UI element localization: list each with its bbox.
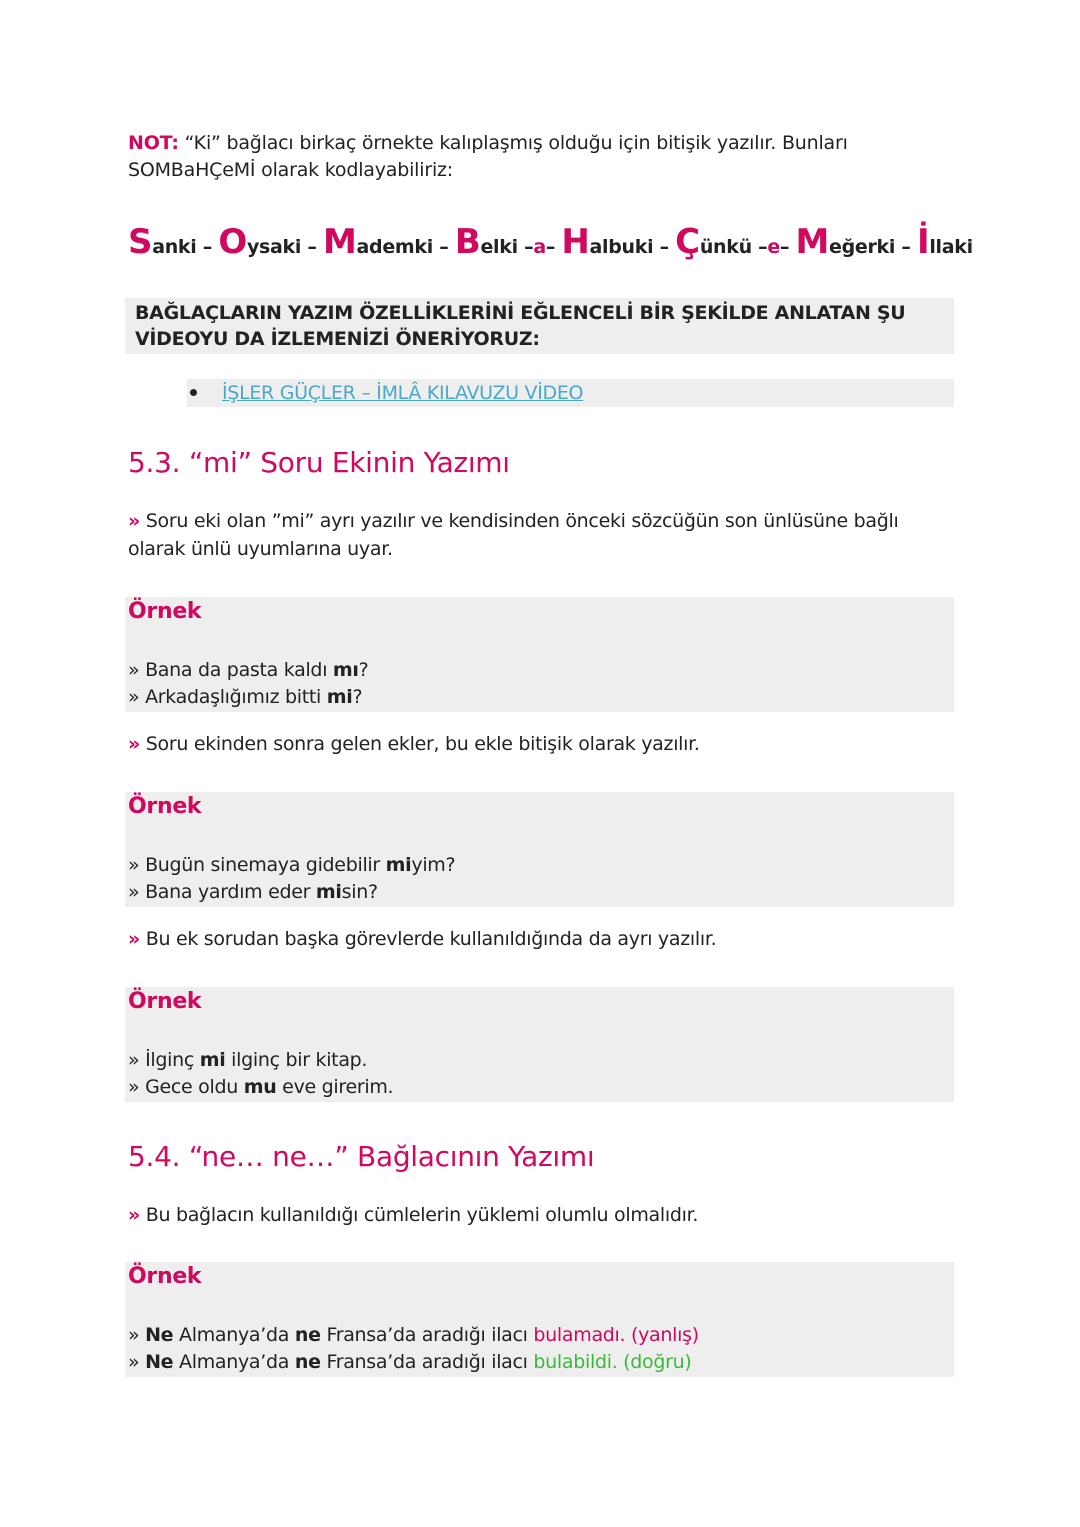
- example-text: »: [128, 1324, 146, 1346]
- bullet-icon: [190, 389, 197, 396]
- mnemonic-initial: S: [128, 222, 153, 262]
- note-label: NOT:: [128, 132, 179, 154]
- video-recommendation-box: [125, 298, 954, 354]
- example-text: Fransa’da aradığı ilacı: [320, 1351, 534, 1373]
- note-text: “Ki” bağlacı birkaç örnekte kalıplaşmış olduğu için bitişik yazılır. Bunları SOMBaHÇeMİ olarak kodlayabiliriz:: [128, 132, 848, 181]
- correct-verdict: bulabildi. (doğru): [533, 1351, 692, 1373]
- example-line: [128, 683, 362, 711]
- example-text: sin?: [341, 881, 378, 903]
- mnemonic-separator: –: [517, 236, 534, 258]
- rule-paragraph: [128, 730, 958, 758]
- example-text: eve girerim.: [276, 1076, 394, 1098]
- arrow-icon: »: [128, 928, 140, 950]
- example-box: [125, 597, 954, 712]
- example-highlight: mi: [199, 1049, 226, 1071]
- example-text: » Arkadaşlığımız bitti: [128, 686, 327, 708]
- mnemonic-separator: –: [751, 236, 768, 258]
- example-text: Fransa’da aradığı ilacı: [320, 1324, 534, 1346]
- mnemonic-word-rest: ademki: [356, 236, 433, 258]
- example-line: [128, 656, 368, 684]
- video-recommendation-text: BAĞLAÇLARIN YAZIM ÖZELLİKLERİNİ EĞLENCELİ BİR ŞEKİLDE ANLATAN ŞU VİDEOYU DA İZLEMENİZİ ÖNERİYORUZ:: [135, 302, 906, 350]
- mnemonic-separator: –: [301, 236, 323, 258]
- example-highlight: mi: [385, 854, 412, 876]
- mnemonic-word-rest: elki: [480, 236, 518, 258]
- example-line: [128, 1348, 692, 1376]
- example-line: [128, 1321, 699, 1349]
- example-line: [128, 878, 378, 906]
- arrow-icon: »: [128, 510, 140, 532]
- mnemonic-separator: –: [653, 236, 676, 258]
- example-text: ?: [358, 659, 369, 681]
- mnemonic-separator: –: [545, 236, 562, 258]
- section-heading-5-4: 5.4. “ne… ne…” Bağlacının Yazımı: [128, 1140, 595, 1173]
- rule-paragraph: [128, 507, 958, 563]
- example-title: Örnek: [128, 599, 202, 624]
- mnemonic-filler-letter: e: [767, 236, 780, 258]
- example-text: » Bana da pasta kaldı: [128, 659, 333, 681]
- rule-text: Bu ek sorudan başka görevlerde kullanıldığında da ayrı yazılır.: [145, 928, 717, 950]
- mnemonic-filler-letter: a: [533, 236, 546, 258]
- mnemonic-initial: H: [561, 222, 590, 262]
- example-box: [125, 1262, 954, 1377]
- example-highlight: Ne: [145, 1351, 174, 1373]
- rule-paragraph: [128, 1201, 958, 1229]
- mnemonic-initial: M: [322, 222, 357, 262]
- mnemonic-word-rest: ünkü: [699, 236, 752, 258]
- mnemonic-initial: Ç: [675, 222, 700, 262]
- rule-text: Bu bağlacın kullanıldığı cümlelerin yüklemi olumlu olmalıdır.: [145, 1204, 699, 1226]
- mnemonic-separator: –: [779, 236, 796, 258]
- mnemonic-separator: –: [895, 236, 917, 258]
- example-title: Örnek: [128, 989, 202, 1014]
- arrow-icon: »: [128, 1204, 140, 1226]
- video-link[interactable]: İŞLER GÜÇLER – İMLÂ KILAVUZU VİDEO: [222, 382, 584, 404]
- example-box: [125, 792, 954, 907]
- rule-paragraph: [128, 925, 958, 953]
- example-highlight: ne: [294, 1351, 321, 1373]
- mnemonic-initial: M: [795, 222, 830, 262]
- example-text: » Bana yardım eder: [128, 881, 316, 903]
- example-highlight: mı: [332, 659, 359, 681]
- example-title: Örnek: [128, 1264, 202, 1289]
- example-highlight: mi: [315, 881, 342, 903]
- mnemonic-word-rest: eğerki: [829, 236, 896, 258]
- example-line: [128, 1073, 393, 1101]
- example-text: »: [128, 1351, 146, 1373]
- wrong-verdict: bulamadı. (yanlış): [533, 1324, 699, 1346]
- mnemonic-initial: İ: [916, 222, 930, 262]
- mnemonic-word-rest: llaki: [929, 236, 973, 258]
- mnemonic-word-rest: anki: [152, 236, 197, 258]
- example-text: ilginç bir kitap.: [225, 1049, 368, 1071]
- mnemonic-word-rest: ysaki: [246, 236, 302, 258]
- example-text: Almanya’da: [173, 1324, 295, 1346]
- example-text: » İlginç: [128, 1049, 200, 1071]
- mnemonic-separator: –: [196, 236, 219, 258]
- example-highlight: mu: [243, 1076, 277, 1098]
- mnemonic-separator: –: [432, 236, 455, 258]
- example-highlight: ne: [294, 1324, 321, 1346]
- mnemonic-word-rest: albuki: [589, 236, 654, 258]
- example-text: » Bugün sinemaya gidebilir: [128, 854, 386, 876]
- example-box: [125, 987, 954, 1102]
- rule-text: Soru eki olan ”mi” ayrı yazılır ve kendisinden önceki sözcüğün son ünlüsüne bağlı olarak ünlü uyumlarına uyar.: [128, 510, 899, 560]
- example-text: Almanya’da: [173, 1351, 295, 1373]
- example-text: ?: [352, 686, 363, 708]
- example-highlight: Ne: [145, 1324, 174, 1346]
- example-title: Örnek: [128, 794, 202, 819]
- mnemonic-initial: B: [454, 222, 481, 262]
- example-text: yim?: [411, 854, 456, 876]
- example-line: [128, 1046, 367, 1074]
- mnemonic-initial: O: [218, 222, 247, 262]
- arrow-icon: »: [128, 733, 140, 755]
- rule-text: Soru ekinden sonra gelen ekler, bu ekle bitişik olarak yazılır.: [145, 733, 700, 755]
- section-heading-5-3: 5.3. “mi” Soru Ekinin Yazımı: [128, 446, 510, 479]
- example-line: [128, 851, 455, 879]
- example-text: » Gece oldu: [128, 1076, 244, 1098]
- note-paragraph: [128, 130, 928, 184]
- example-highlight: mi: [326, 686, 353, 708]
- mnemonic-line: [128, 222, 973, 262]
